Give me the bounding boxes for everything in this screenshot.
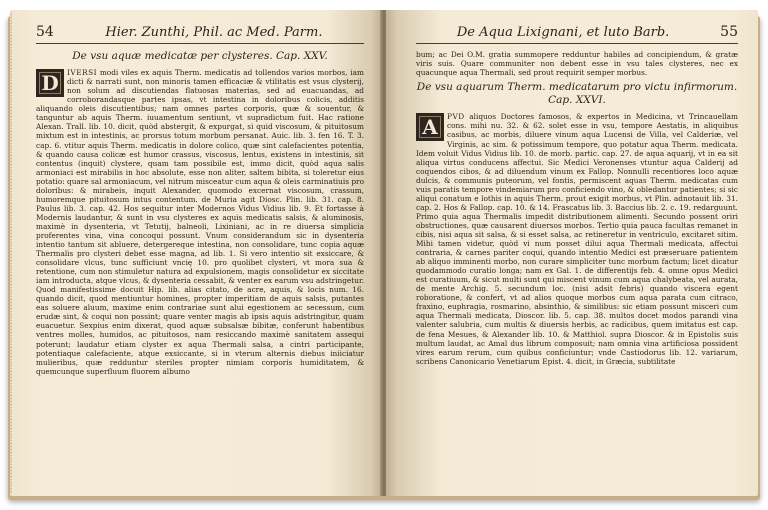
dropcap-d: D [36, 69, 64, 97]
chapter-title-xxvi: De vsu aquarum Therm. medicatarum pro victu infirmorum. Cap. XXVI. [416, 81, 738, 107]
right-page-content [416, 24, 738, 482]
open-book [8, 10, 760, 500]
chapter-xxvi-text [416, 112, 738, 365]
left-running-head-text: Hier. Zunthi, Phil. ac Med. Parm. [105, 25, 323, 40]
chapter-xxv-body: modi viles ex aquis Therm. medicatis ad tollendos varios morbos, iam dicti & narrati sunt, non minoris tamen efficaciæ & vtilitatis est vsus clysterij, non solum ad discutiendas flatuosas materias, sed ad euacuandas, ad corroborandasque partes ipsas, vt intestina in doloribus colicis, additis aliquando oleis discutientibus; nam omnes partes corporis, quæ & souentur, & tanguntur ab aquis Therm. iuuamentum sentiunt, vt supradictum fuit. Hac ratione Alexan. Trall. lib. 10. dicit, quòd abstergit, & expurgat, si quid viscosum, & pituitosum mixtum est in intestinis, ac prorsus totum morbum persanat. Auic. lib. 3. fen 16. T. 3. cap. 6. vtitur aquis Therm. medicatis in dolore colico, quæ sint calefacientes potentia, & quando causa colicæ est humor crassus, viscosus, lentus, existens in intestinis, sit contentus (inquit) clystere, quam tam possibile est, immo dicit, quòd aqua salis armoniaci est mirabilis in hoc absolute, esse non aliter, saltem bibita, si toleretur eius potatio: quare sal armoniacum, vel nitrum misceatur cum aqua & oleis carminatiuis pro doloribus: & mirabeis, inquit Alexander, quomodo excernat viscosum, crassum, humoremque pituitosum intus contentum. de Muria agit Diosc. Plin. lib. 31. cap. 8. Paulus lib. 3. cap. 42. Hos sequitur inter Modernos Vidus Vidius lib. 9. Et fortasse à Modernis laudantur, & sunt in vsu clysteres ex aquis medicatis salsis, & aluminosis, maximè in dysenteria, vt Tetutij, balneoli, Lixiniani, ac in re diuersa simplicia proferentes vina, vina concoqui possunt. Vnum considerandum sic in dysenteria intentio tantum sit abluere, detergereque intestina, non consolidare, tunc copia aquæ Thermalis pro clysteri debet esse magna, ad lib. 1. Si vero intentio sit exsiccare, & consolidare vlcus, tunc sufficiunt vncię 10. pro quolibet clysteri, vt mora sua & retentione, cum non stimuletur natura ad expulsionem, magis consolidetur ex siccitate iam introducta, atque vlcus, & dysenteria cessabit, & venter ex earum vsu adstringetur. Quod manifestissime docuit Hip. lib. alias citato, de acre, aquis, & locis num. 16. quando dicit, quod mentiuntur homines, propter imperitiam de aquis salsis, putantes eas soluere aluum, maxime enim contrariae sunt alui egestionem ac secessum, cum erudæ sint, & coqui non possint; quare venter magis ab ipsis aquis adstringitur, quam euacuetur. Sexpius enim dixerat, quod aquæ subsalsæ bibitæ, conferunt habentibus ventres molles, humidos, ac pituitosos, nam resiccando maximè sanitatem assequi poterunt; laudatur etiam clyster ex aqua Thermali salsa, a cintri participante, potentiaque calefaciente, atque exsiccante, si in vterum alternis diebus iniiciatur mulieribus, quæ redduntur steriles propter nimiam corporis humiditatem, & quemcunque superfluum fluorem albumo [36, 68, 364, 376]
chapter-xxvi-lead-word: PVD [447, 112, 465, 122]
chapter-xxvi-body: aliquos Doctores famosos, & expertos in Medicina, vt Trincauellam cons. mihi nu. 32. & 62. solet esse in vsu, tempore Aestatis, in aliquibus casibus, ac morbis, diluere vinum aqua Lucensi de Villa, vel Calderiæ, vel Virginis, ac sim. & potissimum tempore, quo potatur aqua Therm. medicata. Idem voluit Vidus Vidius lib. 10. de morb. partic. cap. 27. de aqua aquarij, vt in ea sit aliqua virtus conducens affectui. Sic Medici Veronenses vtuntur aqua Calderij ad coquendos cibos, & ad diluendum vinum ex Fallop. Nonnulli recentiores loco aquæ dulcis, & communis puteorum, vel fontis, permiscent aquas Therm. medicatas cum vuis paratis tempore vindemiarum pro conficiendo vino, & obledantur patientes; si sic aliqui conatum e lothis in aquis Therm. prout exigit morbus, vt Plin. adnotauit lib. 31. cap. 2. Hos & Fallop. cap. 10. & 14. Frascatus lib. 3. Baccius lib. 2. c. 19. redarguunt. Primo quia aqua Thermalis impedit distributionem alimenti. Secundo possent oriri obstructiones, quæ causarent diuersos morbos. Tertio quia pauca facultas remanet in cibis, nisi aqua sit salsa, & si esset salsa, ac retineretur in ventriculo, excitaret sitim. Mihi tamen videtur, quòd vi num posset dilui aqua Thermali medicata, affectui contraria, & carnes pariter coqui, quando intentio Medici est præseruare patientem ab aliquo imminenti morbo, non curare simpliciter tunc morbum factum; licet dicatur quodammodo curatio longa; nam ex Gal. 1. de differentijs feb. 4. omne opus Medici est curatiuum, & sicut multi sunt qui miscent vinum cum aqua chalybeata, vel aurata, de mente Archig. 5. secundum loc. (nisi adsit febris) quando viscera egent roboratione, & confert, vt ad alios quoque morbos cum aqua parata cum citraco, fraxino, euphragia, rosmarino, absinthio, & similibus: sic etiam possunt misceri cum aqua Thermali medicata, Dioscor. lib. 5. cap. 38. multos docet modos parandi vina valenter salubria, cum multis & diuersis herbis, ac radicibus, quem imitatus est cap. de fena Mesues, & Alexander lib. 10. & Matthiol. supra Dioscor. & in Epistolis suis multum laudat, ac Amal dus librum composuit; nam omnia vina artificiosa possident vires earum rerum, cum quibus conficiuntur; vnde Castiodorus lib. 12. variarum, scribens Canonicario Venetiarum Epist. 4. dicit, in Græcia, subtilitate [416, 112, 738, 366]
right-page-number: 55 [720, 24, 738, 40]
left-page-edges [10, 12, 12, 494]
right-page [386, 10, 758, 496]
left-running-head [36, 24, 364, 44]
chapter-xxv-continuation: bum; ac Dei O.M. gratia summopere redduntur habiles ad concipiendum, & gratæ viris suis. Quare communiter non debent esse in vsu tales clysteres, nec ex quacunque aqua Thermali, sed prout requirit semper morbus. [416, 50, 738, 78]
left-page-number: 54 [36, 24, 54, 40]
right-running-head [416, 24, 738, 44]
chapter-xxv-lead-word: IVERSI [67, 68, 98, 78]
right-running-head-text: De Aqua Lixignani, et luto Barb. [456, 25, 670, 40]
chapter-title-xxv: De vsu aquæ medicatæ per clysteres. Cap. XXV. [72, 50, 328, 62]
dropcap-a: A [416, 113, 444, 141]
left-page-content [36, 24, 364, 482]
chapter-xxv-text [36, 68, 364, 376]
left-page [10, 10, 382, 496]
